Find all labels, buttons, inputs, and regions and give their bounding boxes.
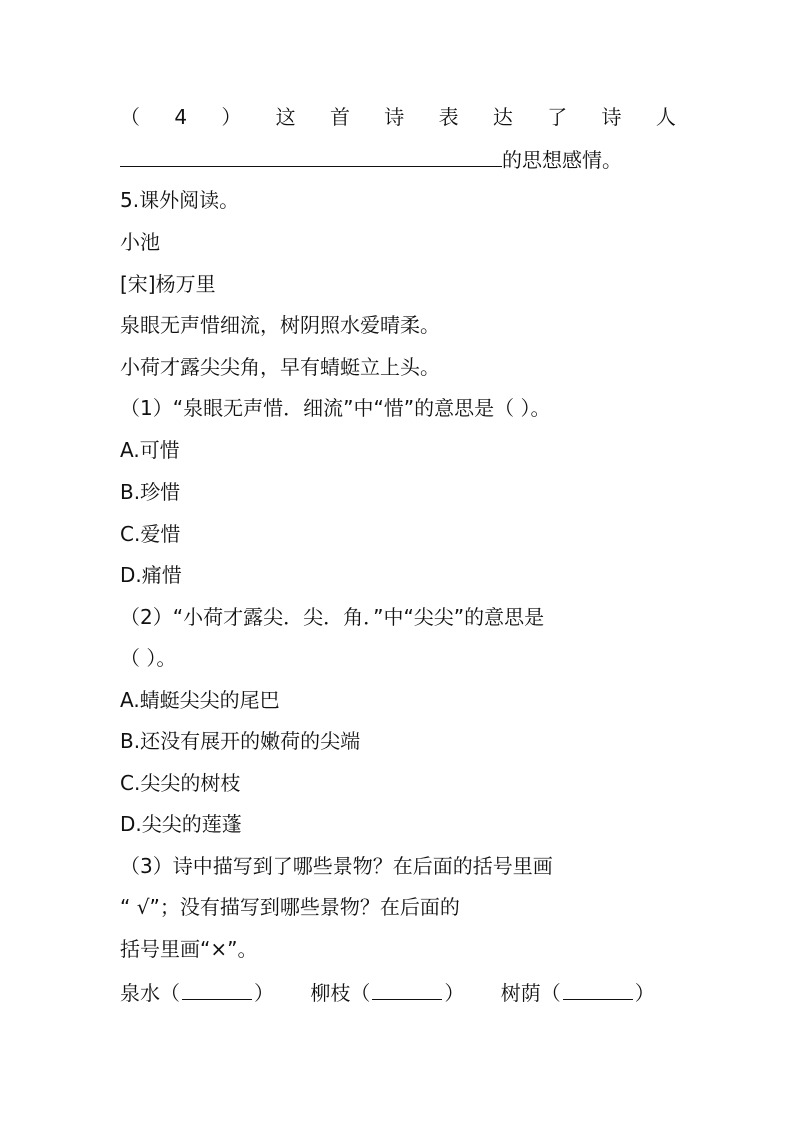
q4-char: ） bbox=[221, 105, 242, 129]
q4-char: 这 bbox=[275, 105, 296, 129]
q4-line-1 bbox=[120, 103, 676, 131]
q4-answer-blank[interactable] bbox=[120, 144, 502, 167]
q1-option-b[interactable]: B.珍惜 bbox=[120, 480, 181, 504]
q2-option-c[interactable]: C.尖尖的树枝 bbox=[120, 771, 241, 795]
q3-items bbox=[120, 977, 676, 1007]
q2-stem-cont: （ ）。 bbox=[120, 646, 177, 670]
q4-char: 4 bbox=[174, 105, 188, 129]
q2-option-a[interactable]: A.蜻蜓尖尖的尾巴 bbox=[120, 688, 280, 712]
q3-item-shuyin bbox=[501, 977, 655, 1007]
q1-option-a[interactable]: A.可惜 bbox=[120, 438, 180, 462]
q4-char: 诗 bbox=[601, 105, 622, 129]
close-paren: ） bbox=[444, 981, 465, 1005]
q1-option-d[interactable]: D.痛惜 bbox=[120, 563, 182, 587]
q4-char: 首 bbox=[329, 105, 350, 129]
poem-line: 泉眼无声惜细流，树阴照水爱晴柔。 bbox=[120, 313, 440, 337]
q1-stem: （1）“泉眼无声惜．细流”中“惜”的意思是（ ）。 bbox=[120, 396, 551, 420]
q3-item-liuzhi bbox=[310, 977, 464, 1007]
q2-stem: （2）“小荷才露尖．尖．角．”中“尖尖”的意思是 bbox=[120, 605, 545, 629]
q3-answer-blank[interactable] bbox=[182, 977, 252, 1000]
open-paren: （ bbox=[540, 981, 561, 1005]
q3-answer-blank[interactable] bbox=[563, 977, 633, 1000]
open-paren: （ bbox=[350, 981, 371, 1005]
q3-answer-blank[interactable] bbox=[372, 977, 442, 1000]
q3-item-label: 泉水 bbox=[120, 981, 160, 1005]
close-paren: ） bbox=[634, 981, 655, 1005]
q4-char: 诗 bbox=[384, 105, 405, 129]
poem-title: 小池 bbox=[120, 230, 160, 254]
q3-stem: （3）诗中描写到了哪些景物？在后面的括号里画 bbox=[120, 854, 553, 878]
q2-option-b[interactable]: B.还没有展开的嫩荷的尖端 bbox=[120, 729, 361, 753]
q4-char: 人 bbox=[655, 105, 676, 129]
q2-option-d[interactable]: D.尖尖的莲蓬 bbox=[120, 812, 242, 836]
poem-line: 小荷才露尖尖角，早有蜻蜓立上头。 bbox=[120, 355, 440, 379]
q3-stem-cont: “ √”；没有描写到哪些景物？在后面的 bbox=[120, 895, 460, 919]
poem-author: [宋]杨万里 bbox=[120, 272, 216, 296]
open-paren: （ bbox=[160, 981, 180, 1005]
q3-stem-cont: 括号里画“×”。 bbox=[120, 937, 258, 961]
section-heading: 5.课外阅读。 bbox=[120, 188, 240, 212]
q3-item-label: 柳枝 bbox=[310, 981, 351, 1005]
q3-item-label: 树荫 bbox=[500, 981, 541, 1005]
q4-char: 了 bbox=[547, 105, 568, 129]
q1-option-c[interactable]: C.爱惜 bbox=[120, 522, 181, 546]
q3-item-quanshui bbox=[120, 977, 274, 1007]
q4-char: （ bbox=[120, 105, 140, 129]
q4-char: 达 bbox=[492, 105, 513, 129]
q4-tail: 的思想感情。 bbox=[502, 148, 622, 172]
q4-char: 表 bbox=[438, 105, 459, 129]
q4-line-2 bbox=[120, 144, 676, 174]
close-paren: ） bbox=[254, 981, 274, 1005]
